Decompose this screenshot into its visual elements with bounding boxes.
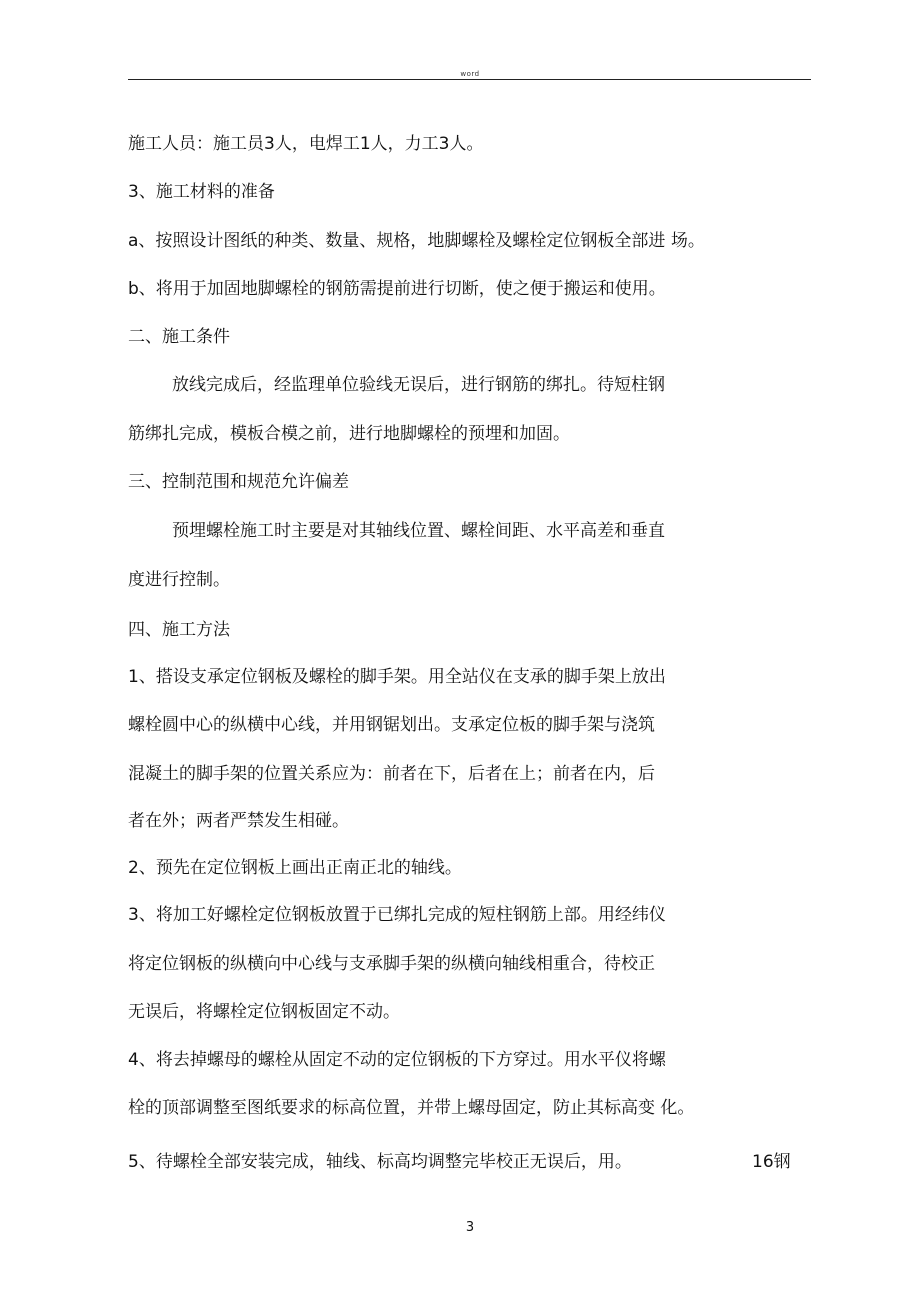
text-line: b、将用于加固地脚螺栓的钢筋需提前进行切断，使之便于搬运和使用。 bbox=[128, 279, 666, 299]
text-line: 将定位钢板的纵横向中心线与支承脚手架的纵横向轴线相重合，待校正 bbox=[128, 954, 655, 974]
trailing-text: 16钢 bbox=[752, 1152, 791, 1172]
text-line: 混凝土的脚手架的位置关系应为：前者在下，后者在上；前者在内，后 bbox=[128, 764, 655, 784]
section-heading: 二、施工条件 bbox=[128, 327, 230, 347]
section-heading: 3、施工材料的准备 bbox=[128, 182, 275, 202]
text-line: 预埋螺栓施工时主要是对其轴线位置、螺栓间距、水平高差和垂直 bbox=[172, 521, 665, 541]
text-line: 度进行控制。 bbox=[128, 570, 230, 590]
text-line: 筋绑扎完成，模板合模之前，进行地脚螺栓的预埋和加固。 bbox=[128, 424, 570, 444]
text-line: 1、搭设支承定位钢板及螺栓的脚手架。用全站仪在支承的脚手架上放出 bbox=[128, 667, 666, 687]
text-line: 3、将加工好螺栓定位钢板放置于已绑扎完成的短柱钢筋上部。用经纬仪 bbox=[128, 905, 666, 925]
header-label: word bbox=[460, 70, 480, 78]
text-line: 栓的顶部调整至图纸要求的标高位置，并带上螺母固定，防止其标高变 化。 bbox=[128, 1098, 695, 1118]
page-number: 3 bbox=[465, 1220, 475, 1235]
text-line: a、按照设计图纸的种类、数量、规格，地脚螺栓及螺栓定位钢板全部进 场。 bbox=[128, 231, 705, 251]
text-line: 无误后，将螺栓定位钢板固定不动。 bbox=[128, 1002, 400, 1022]
text-line: 5、待螺栓全部安装完成，轴线、标高均调整完毕校正无误后，用。 bbox=[128, 1152, 632, 1172]
text-line: 4、将去掉螺母的螺栓从固定不动的定位钢板的下方穿过。用水平仪将螺 bbox=[128, 1050, 666, 1070]
section-heading: 三、控制范围和规范允许偏差 bbox=[128, 472, 349, 492]
text-line: 放线完成后，经监理单位验线无误后，进行钢筋的绑扎。待短柱钢 bbox=[172, 375, 665, 395]
text-line: 施工人员：施工员3人，电焊工1人，力工3人。 bbox=[128, 134, 484, 154]
header-rule bbox=[128, 79, 811, 80]
text-line: 者在外；两者严禁发生相碰。 bbox=[128, 811, 349, 831]
text-line: 螺栓圆中心的纵横中心线，并用钢锯划出。支承定位板的脚手架与浇筑 bbox=[128, 715, 655, 735]
section-heading: 四、施工方法 bbox=[128, 620, 230, 640]
text-line: 2、预先在定位钢板上画出正南正北的轴线。 bbox=[128, 858, 462, 878]
